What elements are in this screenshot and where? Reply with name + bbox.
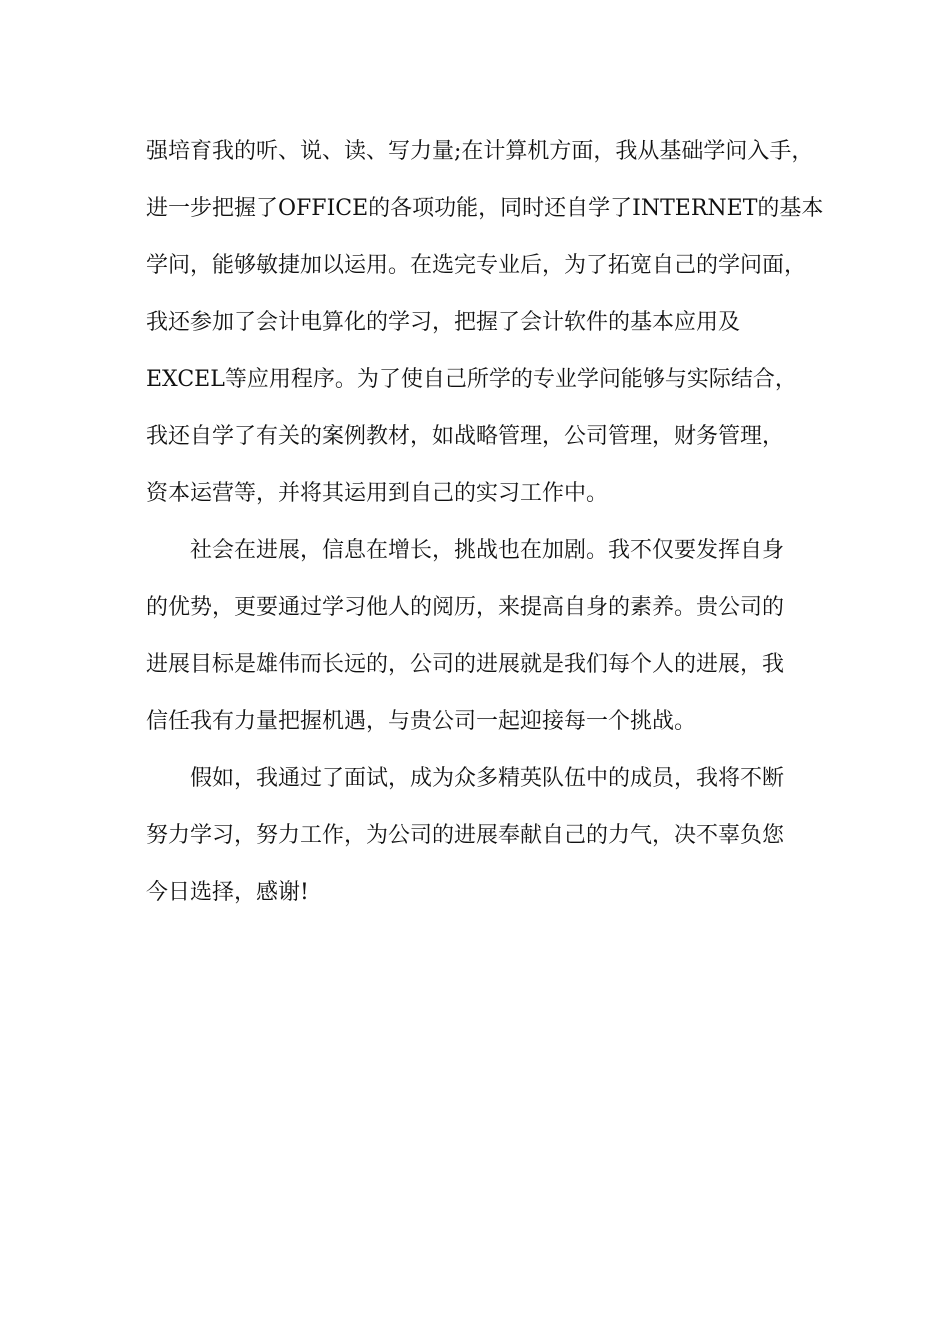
paragraph-2-line-1: 社会在进展，信息在增长，挑战也在加剧。我不仅要发挥自身 [190, 538, 785, 563]
paragraph-1-line-7: 资本运营等，并将其运用到自己的实习工作中。 [146, 481, 609, 506]
paragraph-2-line-4: 信任我有力量把握机遇，与贵公司一起迎接每一个挑战。 [146, 709, 697, 734]
paragraph-3-line-2: 努力学习，努力工作，为公司的进展奉献自己的力气，决不辜负您 [146, 823, 785, 848]
paragraph-1-line-4: 我还参加了会计电算化的学习，把握了会计软件的基本应用及 [146, 310, 741, 335]
paragraph-1-line-6: 我还自学了有关的案例教材，如战略管理，公司管理，财务管理， [146, 424, 785, 449]
paragraph-1-line-5: EXCEL等应用程序。为了使自己所学的专业学问能够与实际结合， [146, 367, 797, 392]
paragraph-1-line-2: 进一步把握了OFFICE的各项功能，同时还自学了INTERNET的基本 [146, 196, 824, 221]
paragraph-2-line-3: 进展目标是雄伟而长远的，公司的进展就是我们每个人的进展，我 [146, 652, 785, 677]
document-body [146, 130, 824, 928]
paragraph-3-line-1: 假如，我通过了面试，成为众多精英队伍中的成员，我将不断 [190, 766, 785, 791]
paragraph-1-line-3: 学问，能够敏捷加以运用。在选完专业后，为了拓宽自己的学问面， [146, 253, 807, 278]
paragraph-3-line-3: 今日选择，感谢! [146, 880, 309, 905]
paragraph-2-line-2: 的优势，更要通过学习他人的阅历，来提高自身的素养。贵公司的 [146, 595, 785, 620]
paragraph-1-line-1: 强培育我的听、说、读、写力量;在计算机方面，我从基础学问入手， [146, 139, 814, 164]
